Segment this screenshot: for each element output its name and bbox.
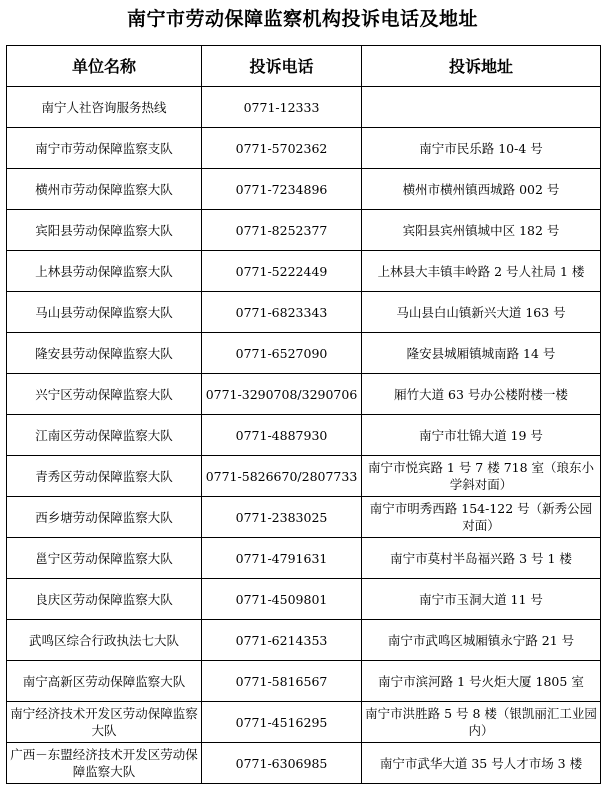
unit-name-cell: 西乡塘劳动保障监察大队 bbox=[7, 497, 202, 538]
table-row bbox=[7, 456, 601, 497]
unit-name-cell: 江南区劳动保障监察大队 bbox=[7, 415, 202, 456]
unit-name-cell: 南宁人社咨询服务热线 bbox=[7, 87, 202, 128]
phone-cell: 0771-5826670/2807733 bbox=[202, 456, 362, 497]
address-cell: 厢竹大道 63 号办公楼附楼一楼 bbox=[362, 374, 601, 415]
address-cell: 南宁市民乐路 10-4 号 bbox=[362, 128, 601, 169]
unit-name-cell: 南宁市劳动保障监察支队 bbox=[7, 128, 202, 169]
table-row bbox=[7, 128, 601, 169]
phone-cell: 0771-4509801 bbox=[202, 579, 362, 620]
table-row bbox=[7, 743, 601, 784]
address-cell: 马山县白山镇新兴大道 163 号 bbox=[362, 292, 601, 333]
table-row bbox=[7, 292, 601, 333]
table-row bbox=[7, 87, 601, 128]
table-row bbox=[7, 333, 601, 374]
unit-name-cell: 宾阳县劳动保障监察大队 bbox=[7, 210, 202, 251]
table-row bbox=[7, 210, 601, 251]
table-header-row bbox=[7, 46, 601, 87]
address-cell: 隆安县城厢镇城南路 14 号 bbox=[362, 333, 601, 374]
phone-cell: 0771-6527090 bbox=[202, 333, 362, 374]
table-row bbox=[7, 538, 601, 579]
phone-cell: 0771-7234896 bbox=[202, 169, 362, 210]
address-cell: 南宁市明秀西路 154-122 号（新秀公园对面） bbox=[362, 497, 601, 538]
unit-name-cell: 南宁经济技术开发区劳动保障监察大队 bbox=[7, 702, 202, 743]
table-row bbox=[7, 579, 601, 620]
phone-cell: 0771-4887930 bbox=[202, 415, 362, 456]
unit-name-cell: 横州市劳动保障监察大队 bbox=[7, 169, 202, 210]
unit-name-cell: 邕宁区劳动保障监察大队 bbox=[7, 538, 202, 579]
phone-cell: 0771-12333 bbox=[202, 87, 362, 128]
address-cell: 南宁市玉洞大道 11 号 bbox=[362, 579, 601, 620]
table-row bbox=[7, 169, 601, 210]
address-cell: 南宁市武鸣区城厢镇永宁路 21 号 bbox=[362, 620, 601, 661]
unit-name-cell: 马山县劳动保障监察大队 bbox=[7, 292, 202, 333]
table-row bbox=[7, 374, 601, 415]
table-row bbox=[7, 251, 601, 292]
table-row bbox=[7, 620, 601, 661]
unit-name-cell: 武鸣区综合行政执法七大队 bbox=[7, 620, 202, 661]
phone-cell: 0771-5222449 bbox=[202, 251, 362, 292]
document-title: 南宁市劳动保障监察机构投诉电话及地址 bbox=[126, 8, 478, 30]
header-complaint-phone: 投诉电话 bbox=[202, 46, 362, 87]
phone-cell: 0771-5816567 bbox=[202, 661, 362, 702]
address-cell: 上林县大丰镇丰岭路 2 号人社局 1 楼 bbox=[362, 251, 601, 292]
phone-cell: 0771-8252377 bbox=[202, 210, 362, 251]
phone-cell: 0771-6214353 bbox=[202, 620, 362, 661]
unit-name-cell: 南宁高新区劳动保障监察大队 bbox=[7, 661, 202, 702]
address-cell: 南宁市莫村半岛福兴路 3 号 1 楼 bbox=[362, 538, 601, 579]
header-unit-name: 单位名称 bbox=[7, 46, 202, 87]
address-cell bbox=[362, 87, 601, 128]
address-cell: 南宁市武华大道 35 号人才市场 3 楼 bbox=[362, 743, 601, 784]
phone-cell: 0771-2383025 bbox=[202, 497, 362, 538]
address-cell: 南宁市悦宾路 1 号 7 楼 718 室（琅东小学斜对面） bbox=[362, 456, 601, 497]
address-cell: 南宁市洪胜路 5 号 8 楼（银凯丽汇工业园内） bbox=[362, 702, 601, 743]
phone-cell: 0771-4791631 bbox=[202, 538, 362, 579]
table-row bbox=[7, 497, 601, 538]
phone-cell: 0771-4516295 bbox=[202, 702, 362, 743]
unit-name-cell: 兴宁区劳动保障监察大队 bbox=[7, 374, 202, 415]
table-row bbox=[7, 702, 601, 743]
unit-name-cell: 青秀区劳动保障监察大队 bbox=[7, 456, 202, 497]
unit-name-cell: 良庆区劳动保障监察大队 bbox=[7, 579, 202, 620]
address-cell: 南宁市滨河路 1 号火炬大厦 1805 室 bbox=[362, 661, 601, 702]
table-row bbox=[7, 661, 601, 702]
unit-name-cell: 上林县劳动保障监察大队 bbox=[7, 251, 202, 292]
phone-cell: 0771-6306985 bbox=[202, 743, 362, 784]
phone-cell: 0771-6823343 bbox=[202, 292, 362, 333]
address-cell: 宾阳县宾州镇城中区 182 号 bbox=[362, 210, 601, 251]
address-cell: 南宁市壮锦大道 19 号 bbox=[362, 415, 601, 456]
complaint-contact-table bbox=[6, 45, 601, 784]
phone-cell: 0771-3290708/3290706 bbox=[202, 374, 362, 415]
address-cell: 横州市横州镇西城路 002 号 bbox=[362, 169, 601, 210]
table-row bbox=[7, 415, 601, 456]
header-complaint-address: 投诉地址 bbox=[362, 46, 601, 87]
phone-cell: 0771-5702362 bbox=[202, 128, 362, 169]
unit-name-cell: 广西－东盟经济技术开发区劳动保障监察大队 bbox=[7, 743, 202, 784]
unit-name-cell: 隆安县劳动保障监察大队 bbox=[7, 333, 202, 374]
